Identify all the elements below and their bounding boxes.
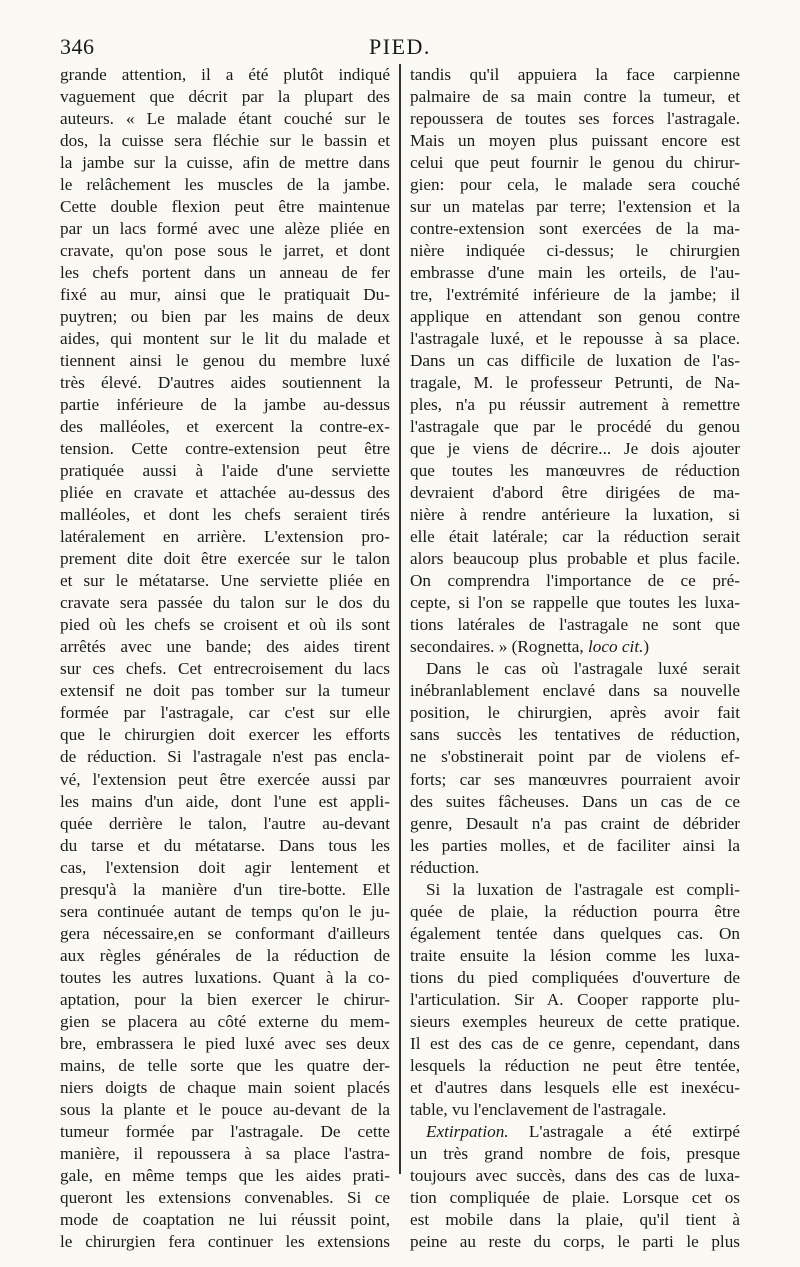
text-line: manière, il repoussera à sa place l'astra- <box>60 1143 390 1163</box>
text-line: fixé au mur, ainsi que le pratiquait Du- <box>60 285 390 305</box>
text-line: Cette double flexion peut être maintenue <box>60 197 390 217</box>
text-line: table, vu l'enclavement de l'astragale. <box>410 1099 667 1119</box>
text-line: gien se placera au côté externe du mem- <box>60 1011 390 1031</box>
text-line: l'astragale luxé, et le repousse à sa place. <box>410 329 740 349</box>
text-line: gale, en même temps que les aides prati- <box>60 1165 390 1185</box>
section-heading-extirpation: Extirpation. <box>426 1121 509 1141</box>
text-line: toujours avec succès, dans des cas de luxa- <box>410 1165 740 1185</box>
text-line: inébranlablement enclavé dans sa nouvelle <box>410 681 740 701</box>
text-line: elle était latérale; car la réduction serait <box>410 527 740 547</box>
text-line: nière indiquée ci-dessus; le chirurgien <box>410 241 740 261</box>
text-line: vaguement que décrit par la plupart des <box>60 87 390 107</box>
text-line: Mais un moyen plus puissant encore est <box>410 131 740 151</box>
text-line: gera nécessaire,en se conformant d'ailleurs <box>60 923 390 943</box>
text-line: presqu'à la manière d'un tire-botte. Elle <box>60 879 390 899</box>
text-line: formée par l'astragale, car c'est sur elle <box>60 703 390 723</box>
text-line: sous la plante et le pouce au-devant de la <box>60 1099 390 1119</box>
text-line: repoussera de toutes ses forces l'astragale. <box>410 109 740 129</box>
text-line: de réduction. Si l'astragale n'est pas encla- <box>60 747 390 767</box>
text-line: position, le chirurgien, après avoir fait <box>410 703 740 723</box>
text-line: prement dite doit être exercée sur le talon <box>60 549 390 569</box>
text-line: réduction. <box>410 857 480 877</box>
text-line: ples, n'a pu réussir autrement à remettre <box>410 395 740 415</box>
text-line: toutes les autres luxations. Quant à la co- <box>60 967 390 987</box>
text-line: applique en attendant son genou contre <box>410 307 740 327</box>
text-line: également tentée dans quelques cas. On <box>410 923 740 943</box>
text-line: queront les extensions convenables. Si ce <box>60 1187 390 1207</box>
text-line: un très grand nombre de fois, presque <box>410 1143 740 1163</box>
text-line: quée de plaie, la réduction pourra être <box>410 901 740 921</box>
text-line: Si la luxation de l'astragale est compli- <box>426 879 740 899</box>
text-line: Dans le cas où l'astragale luxé serait <box>426 659 740 679</box>
text-line: le relâchement les muscles de la jambe. <box>60 175 390 195</box>
text-line: ne s'obstinerait point par de violens ef- <box>410 747 740 767</box>
text-span: L'astragale a été extirpé <box>508 1121 740 1141</box>
text-line: gien: pour cela, le malade sera couché <box>410 175 740 195</box>
text-line: et d'autres dans lesquels elle est inexécu- <box>410 1077 740 1097</box>
text-line: sieurs exemples heureux de cette pratique. <box>410 1011 740 1031</box>
text-line: tiennent ainsi le genou du membre luxé <box>60 351 390 371</box>
text-line: alors beaucoup plus probable et plus facile. <box>410 549 740 569</box>
text-line: mode de coaptation ne lui réussit point, <box>60 1209 390 1229</box>
text-line: aides, qui montent sur le lit du malade et <box>60 329 390 349</box>
text-line: cepte, si l'on se rappelle que toutes les luxa- <box>410 593 740 613</box>
text-line: extensif ne doit pas tomber sur la tumeur <box>60 681 390 701</box>
text-line: que je viens de décrire... Je dois ajouter <box>410 439 740 459</box>
text-line: et sur le métatarse. Une serviette pliée en <box>60 571 390 591</box>
text-line: pied où les chefs se croisent et où ils sont <box>60 615 390 635</box>
text-line: sera continuée autant de temps qu'on le ju- <box>60 901 390 921</box>
text-line: puytren; ou bien par les mains de deux <box>60 307 390 327</box>
citation-close: ) <box>643 637 650 657</box>
text-line: sur un matelas par terre; l'extension et la <box>410 197 740 217</box>
text-line: par un lacs formé avec une alèze pliée en <box>60 219 390 239</box>
text-line: nière à rendre antérieure la luxation, si <box>410 505 740 525</box>
citation-line <box>410 636 740 658</box>
text-line: On comprendra l'importance de ce pré- <box>410 571 740 591</box>
text-line: les parties molles, et de faciliter ainsi la <box>410 835 740 855</box>
text-line: peine au reste du corps, le parti le plus <box>410 1231 740 1251</box>
text-line: que toutes les manœuvres de réduction <box>410 461 740 481</box>
text-line: les mains d'un aide, dont l'une est appli- <box>60 791 390 811</box>
text-line: arrêtés avec une bande; des aides tirent <box>60 637 390 657</box>
text-line: aux règles générales de la réduction de <box>60 945 390 965</box>
text-line: vé, l'extension peut être exercée aussi par <box>60 769 390 789</box>
text-line: les chefs portent dans un anneau de fer <box>60 263 390 283</box>
text-line: sur ces chefs. Cet entrecroisement du lacs <box>60 659 390 679</box>
text-line: bre, embrassera le pied luxé avec ses deux <box>60 1033 390 1053</box>
text-line: l'articulation. Sir A. Cooper rapporte plu- <box>410 989 740 1009</box>
column-divider <box>399 64 401 1174</box>
text-line: genre, Desault n'a pas craint de débrider <box>410 813 740 833</box>
text-line: partie inférieure de la jambe au-dessus <box>60 395 390 415</box>
text-line: le chirurgien fera continuer les extensions <box>60 1231 390 1251</box>
text-line: mains, de telle sorte que les quatre der- <box>60 1055 390 1075</box>
running-title: PIED. <box>369 34 431 59</box>
text-line: cravate, qu'on pose sous le jarret, et dont <box>60 241 390 261</box>
text-line: est mobile dans la plaie, qu'il tient à <box>410 1209 740 1229</box>
text-line: celui que peut fournir le genou du chirur- <box>410 153 740 173</box>
text-line: tions du pied compliquées d'ouverture de <box>410 967 740 987</box>
text-line: tension. Cette contre-extension peut être <box>60 439 390 459</box>
text-line: sans succès les tentatives de réduction, <box>410 725 740 745</box>
text-line: des malléoles, et exercent la contre-ex- <box>60 417 390 437</box>
text-line: traite ensuite la lésion comme les luxa- <box>410 945 740 965</box>
text-line: latéralement en arrière. L'extension pro- <box>60 527 390 547</box>
text-line: pratiquée aussi à l'aide d'une serviette <box>60 461 390 481</box>
text-line: des suites fâcheuses. Dans un cas de ce <box>410 791 740 811</box>
text-line: pliée en cravate et attachée au-dessus des <box>60 483 390 503</box>
right-column <box>410 64 740 1253</box>
text-line: très élevé. D'autres aides soutiennent la <box>60 373 390 393</box>
left-column <box>60 64 390 1253</box>
page-number: 346 <box>60 34 95 59</box>
text-line: du tarse et du métatarse. Dans tous les <box>60 835 390 855</box>
citation-text: secondaires. » (Rognetta, <box>410 637 589 657</box>
text-line: tragale, M. le professeur Petrunti, de Na- <box>410 373 740 393</box>
text-line: tion compliquée de plaie. Lorsque cet os <box>410 1187 740 1207</box>
citation-italic: loco cit. <box>588 637 644 657</box>
page-header <box>60 34 740 68</box>
text-line: la jambe sur la cuisse, afin de mettre dans <box>60 153 390 173</box>
text-line: malléoles, et dont les chefs seraient tirés <box>60 505 390 525</box>
text-line: grande attention, il a été plutôt indiqué <box>60 65 390 84</box>
text-line: tumeur formée par l'astragale. De cette <box>60 1121 390 1141</box>
text-line: devraient d'abord être dirigées de ma- <box>410 483 740 503</box>
text-line: tre, l'extrémité inférieure de la jambe; il <box>410 285 740 305</box>
text-line: Il est des cas de ce genre, cependant, dans <box>410 1033 740 1053</box>
extirpation-line <box>410 1121 740 1143</box>
text-line: quée derrière le talon, l'autre au-devant <box>60 813 390 833</box>
text-line: palmaire de sa main contre la tumeur, et <box>410 87 740 107</box>
text-line: que le chirurgien doit exercer les efforts <box>60 725 390 745</box>
text-line: contre-extension sont exercées de la ma- <box>410 219 740 239</box>
text-line: embrasse d'une main les orteils, de l'au- <box>410 263 740 283</box>
text-line: tions latérales de l'astragale ne sont que <box>410 615 740 635</box>
text-line: l'astragale que par le procédé du genou <box>410 417 740 437</box>
text-line: auteurs. « Le malade étant couché sur le <box>60 109 390 129</box>
text-line: forts; car ses manœuvres pourraient avoir <box>410 769 740 789</box>
text-line: cas, l'extension doit agir lentement et <box>60 857 390 877</box>
text-line: aptation, pour la bien exercer le chirur- <box>60 989 390 1009</box>
text-line: dos, la cuisse sera fléchie sur le bassin et <box>60 131 390 151</box>
text-line: Dans un cas difficile de luxation de l'as- <box>410 351 740 371</box>
text-line: tandis qu'il appuiera la face carpienne <box>410 65 740 84</box>
text-line: cravate sera passée du talon sur le dos du <box>60 593 390 613</box>
text-line: lesquels la réduction ne peut être tentée, <box>410 1055 740 1075</box>
text-line: niers doigts de chaque main soient placés <box>60 1077 390 1097</box>
